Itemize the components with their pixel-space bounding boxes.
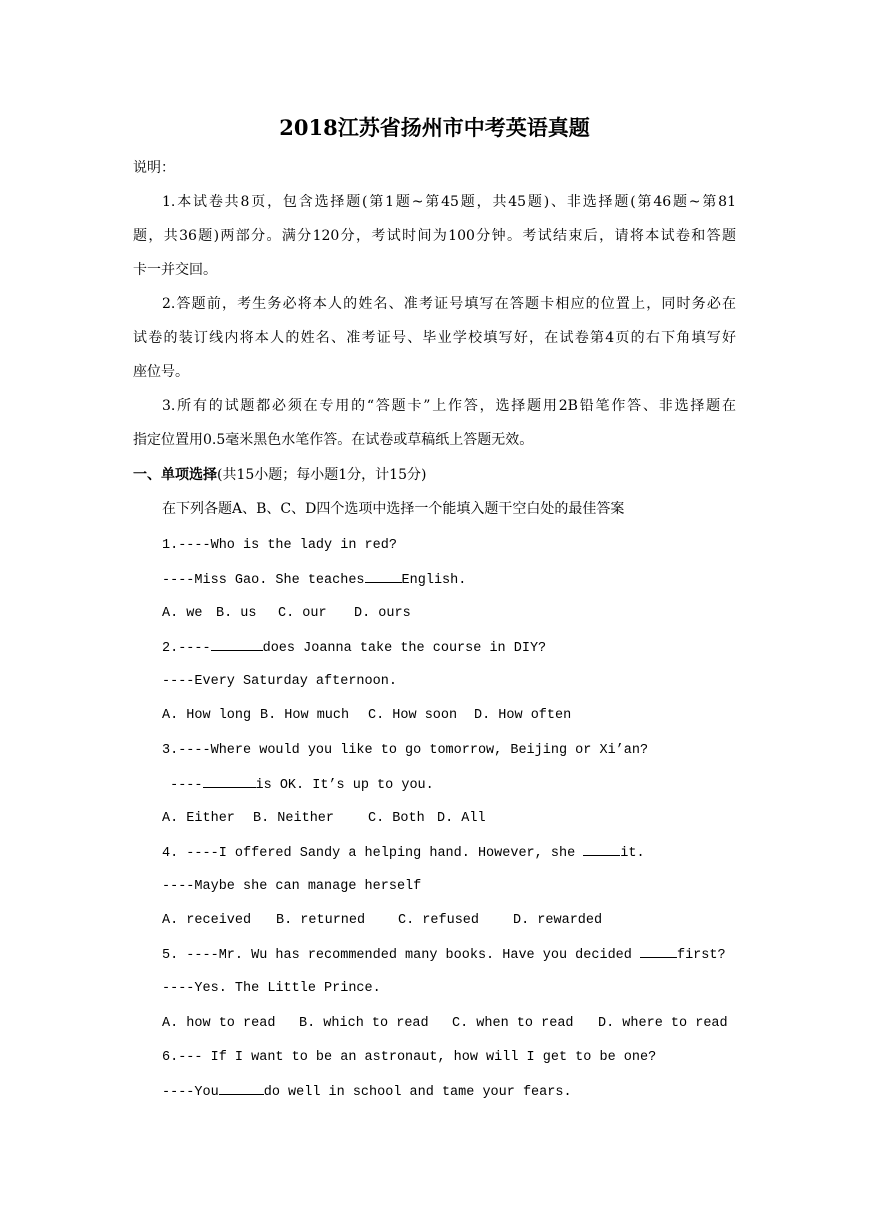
option-c: C. How soon (368, 708, 458, 723)
note-1-line-1: 1.本试卷共8页，包含选择题(第1题~第45题，共45题)、非选择题(第46题~第81 (162, 194, 736, 210)
option-d: D. ours (354, 606, 411, 621)
question-4-text-before: 4. ----I offered Sandy a helping hand. However, she (162, 846, 584, 861)
answer-3-text-after: is OK. It’s up to you. (255, 778, 434, 793)
answer-blank (365, 568, 402, 583)
page-title: 2018江苏省扬州市中考英语真题 (279, 115, 590, 140)
question-3-prompt (162, 739, 648, 761)
option-a: A. received (162, 913, 252, 928)
question-1-options (162, 602, 411, 624)
note-2-line-2: 试卷的装订线内将本人的姓名、准考证号、毕业学校填写好，在试卷第4页的右下角填写好 (133, 330, 736, 346)
option-b: B. us (216, 606, 257, 621)
question-2-text-after: does Joanna take the course in DIY? (262, 641, 547, 656)
question-2-answer (162, 670, 397, 692)
question-2-prompt (162, 636, 546, 659)
option-c: C. when to read (452, 1016, 574, 1031)
question-5-options (162, 1012, 728, 1034)
question-3-text: 3.----Where would you like to go tomorrow, Beijing or Xi’an? (162, 743, 649, 758)
section-heading (133, 465, 426, 485)
note-label: 说明： (133, 160, 175, 176)
question-4-options (162, 909, 602, 931)
answer-1-text-before: ----Miss Gao. She teaches (162, 573, 365, 588)
note-2-line-1: 2.答题前，考生务必将本人的姓名、准考证号填写在答题卡相应的位置上，同时务必在 (162, 296, 736, 312)
question-3-answer (162, 773, 434, 796)
note-2-line-3: 座位号。 (133, 364, 189, 380)
question-4-text-after: it. (620, 846, 645, 861)
question-blank (640, 943, 677, 958)
question-2-options (162, 704, 571, 726)
note-1-line-3: 卡一并交回。 (133, 262, 217, 278)
note-3-line-2: 指定位置用0.5毫米黑色水笔作答。在试卷或草稿纸上答题无效。 (133, 432, 534, 448)
section-title: 一、单项选择 (133, 467, 217, 483)
question-3-options (162, 807, 486, 829)
question-5-text-after: first? (676, 948, 726, 963)
option-b: B. which to read (299, 1016, 429, 1031)
question-1-prompt (162, 534, 397, 556)
question-5-answer (162, 977, 381, 999)
question-4-answer (162, 875, 421, 897)
note-3-line-1: 3.所有的试题都必须在专用的“答题卡”上作答，选择题用2B铅笔作答、非选择题在 (162, 398, 736, 414)
question-6-text: 6.--- If I want to be an astronaut, how will I get to be one? (162, 1050, 657, 1065)
question-5-prompt (162, 943, 726, 966)
option-c: C. Both (368, 811, 425, 826)
option-a: A. how to read (162, 1016, 276, 1031)
question-1-text: 1.----Who is the lady in red? (162, 538, 397, 553)
option-a: A. How long (162, 708, 252, 723)
answer-4-text: ----Maybe she can manage herself (162, 879, 422, 894)
option-d: D. rewarded (513, 913, 603, 928)
question-5-text-before: 5. ----Mr. Wu has recommended many books. Have you decided (162, 948, 640, 963)
option-b: B. How much (260, 708, 350, 723)
option-c: C. refused (398, 913, 480, 928)
question-1-answer (162, 568, 466, 591)
answer-1-text-after: English. (401, 573, 467, 588)
question-blank (583, 841, 620, 856)
section-info: (共15小题；每小题1分，计15分) (217, 467, 427, 483)
question-4-prompt (162, 841, 645, 864)
answer-blank (219, 1080, 264, 1095)
answer-5-text: ----Yes. The Little Prince. (162, 981, 381, 996)
question-2-text-before: 2.---- (162, 641, 211, 656)
option-b: B. Neither (253, 811, 335, 826)
answer-3-text-before: ---- (162, 778, 203, 793)
option-b: B. returned (276, 913, 366, 928)
question-6-prompt (162, 1046, 656, 1068)
note-1-line-2: 题，共36题)两部分。满分120分，考试时间为100分钟。考试结束后，请将本试卷和答题 (133, 228, 736, 244)
option-d: D. where to read (598, 1016, 728, 1031)
option-a: A. Either (162, 811, 235, 826)
answer-6-text-after: do well in school and tame your fears. (263, 1085, 572, 1100)
option-d: D. How often (474, 708, 572, 723)
question-6-answer (162, 1080, 572, 1103)
instruction: 在下列各题A、B、C、D四个选项中选择一个能填入题干空白处的最佳答案 (162, 501, 625, 517)
answer-blank (203, 773, 256, 788)
option-a: A. we (162, 606, 203, 621)
option-c: C. our (278, 606, 327, 621)
option-d: D. All (437, 811, 486, 826)
question-blank (211, 636, 263, 651)
answer-2-text: ----Every Saturday afternoon. (162, 674, 397, 689)
answer-6-text-before: ----You (162, 1085, 219, 1100)
